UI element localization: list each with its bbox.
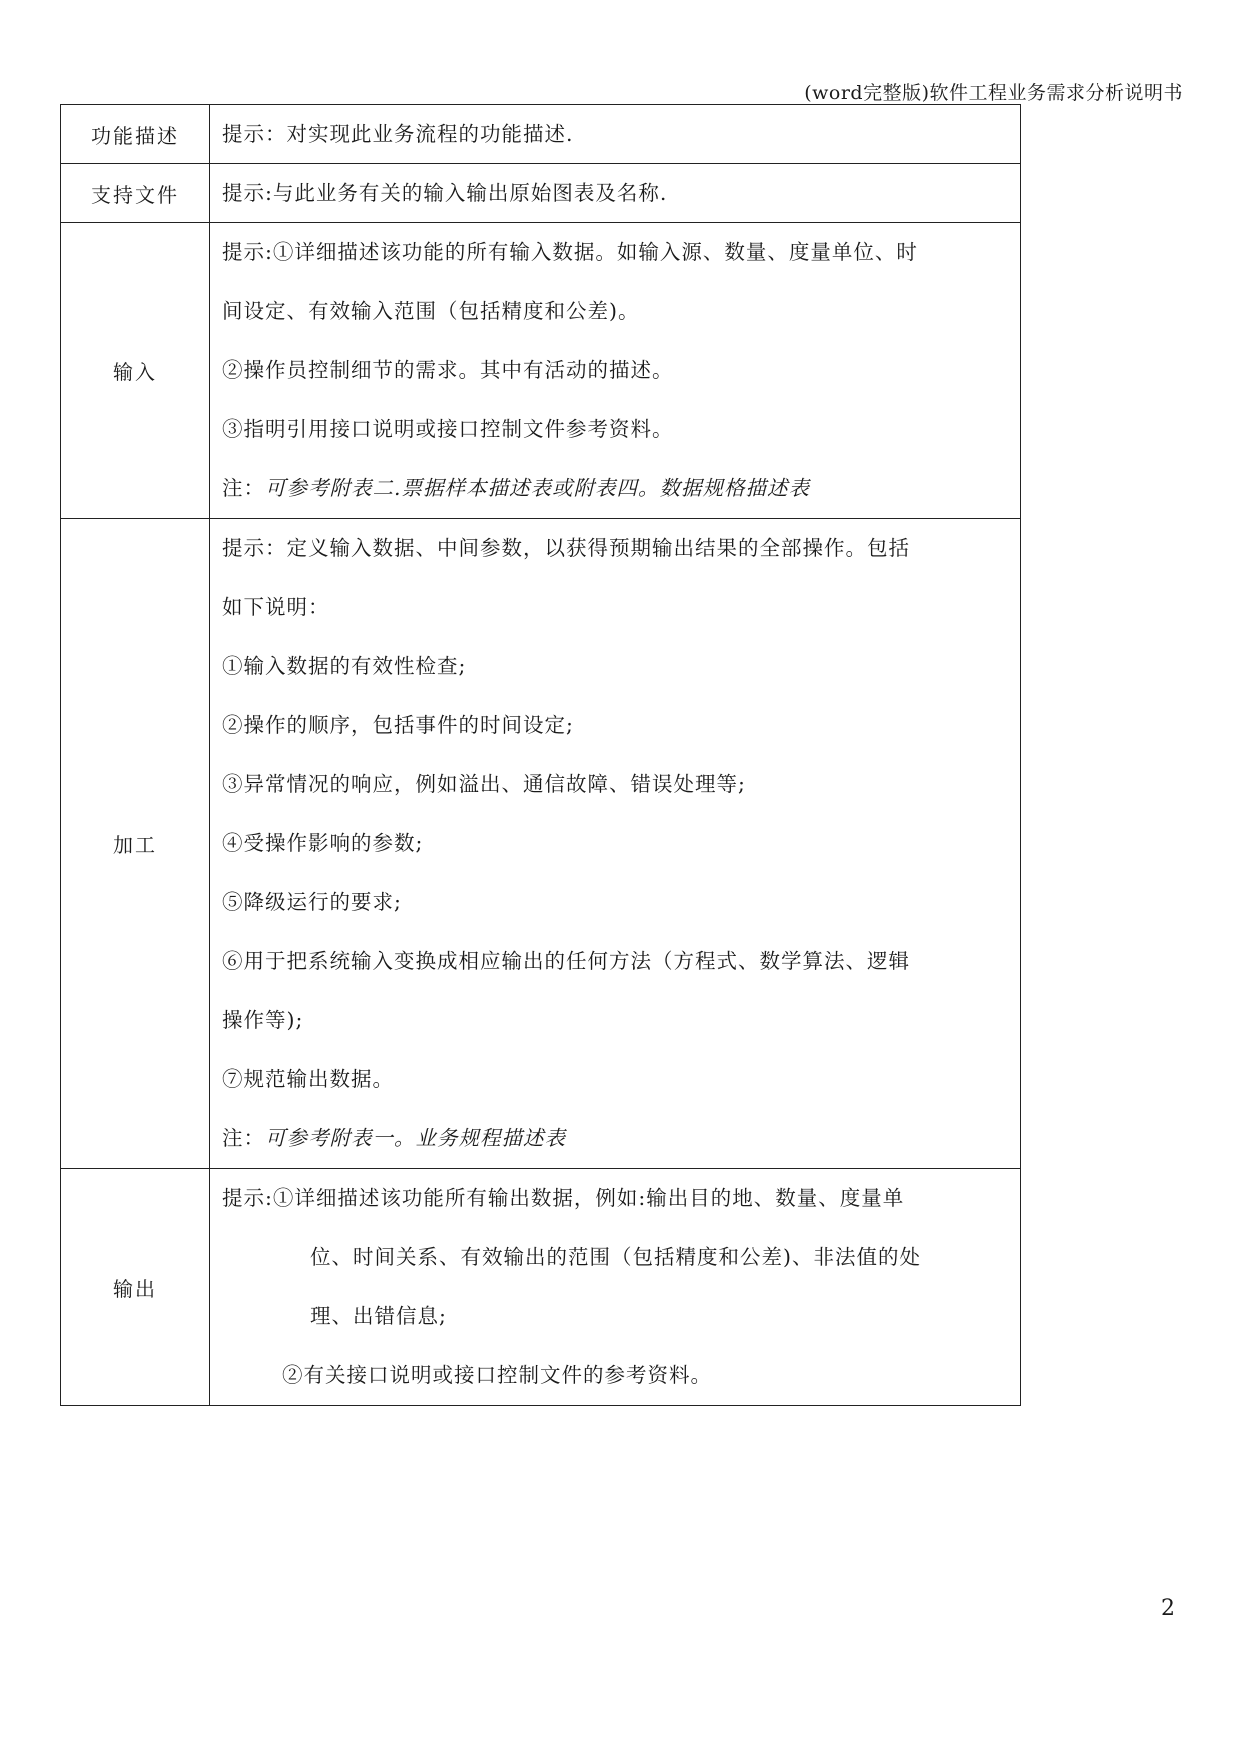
row-label-input: 输入 [61,223,210,519]
content-line: ①输入数据的有效性检查; [222,654,467,678]
content-line: 如下说明： [222,595,330,619]
content-line: 位、时间关系、有效输出的范围（包括精度和公差)、非法值的处 [310,1245,921,1269]
note-line [222,1109,1020,1168]
note-prefix: 注： [222,1126,265,1150]
document-header-title: (word完整版)软件工程业务需求分析说明书 [804,82,1183,104]
table-row-support-files [61,164,1021,223]
content-line: ⑥用于把系统输入变换成相应输出的任何方法（方程式、数学算法、逻辑 [222,949,910,973]
content-line: ②操作的顺序，包括事件的时间设定; [222,713,574,737]
row-label-function-description: 功能描述 [61,105,210,164]
content-line: ②操作员控制细节的需求。其中有活动的描述。 [222,358,674,382]
content-line: 提示:①详细描述该功能所有输出数据，例如:输出目的地、数量、度量单 [222,1186,905,1210]
content-line: ⑤降级运行的要求; [222,890,402,914]
requirements-table [60,104,1021,1406]
page-number: 2 [1161,1596,1175,1621]
row-label-processing: 加工 [61,519,210,1169]
row-content-support-files [210,164,1021,223]
table-row-function-description [61,105,1021,164]
content-line: 间设定、有效输入范围（包括精度和公差)。 [222,299,640,323]
note-prefix: 注： [222,476,265,500]
note-text: 可参考附表一。业务规程描述表 [265,1126,566,1150]
content-line: 理、出错信息; [310,1304,447,1328]
note-text: 可参考附表二.票据样本描述表或附表四。数据规格描述表 [265,476,811,500]
content-line: ③异常情况的响应，例如溢出、通信故障、错误处理等; [222,772,746,796]
row-label-support-files: 支持文件 [61,164,210,223]
content-line: 提示：对实现此业务流程的功能描述. [222,122,574,146]
content-line: 提示:①详细描述该功能的所有输入数据。如输入源、数量、度量单位、时 [222,240,918,264]
row-content-function-description [210,105,1021,164]
content-line: ④受操作影响的参数; [222,831,424,855]
row-content-output [210,1169,1021,1406]
row-content-input [210,223,1021,519]
content-line: 提示:与此业务有关的输入输出原始图表及名称. [222,181,668,205]
row-content-processing [210,519,1021,1169]
content-line: ③指明引用接口说明或接口控制文件参考资料。 [222,417,674,441]
content-line: 操作等); [222,1008,304,1032]
content-line: ⑦规范输出数据。 [222,1067,394,1091]
table-row-processing [61,519,1021,1169]
content-line: ②有关接口说明或接口控制文件的参考资料。 [282,1363,712,1387]
note-line [222,459,1020,518]
row-label-output: 输出 [61,1169,210,1406]
table-row-input [61,223,1021,519]
table-row-output [61,1169,1021,1406]
content-line: 提示：定义输入数据、中间参数，以获得预期输出结果的全部操作。包括 [222,536,910,560]
